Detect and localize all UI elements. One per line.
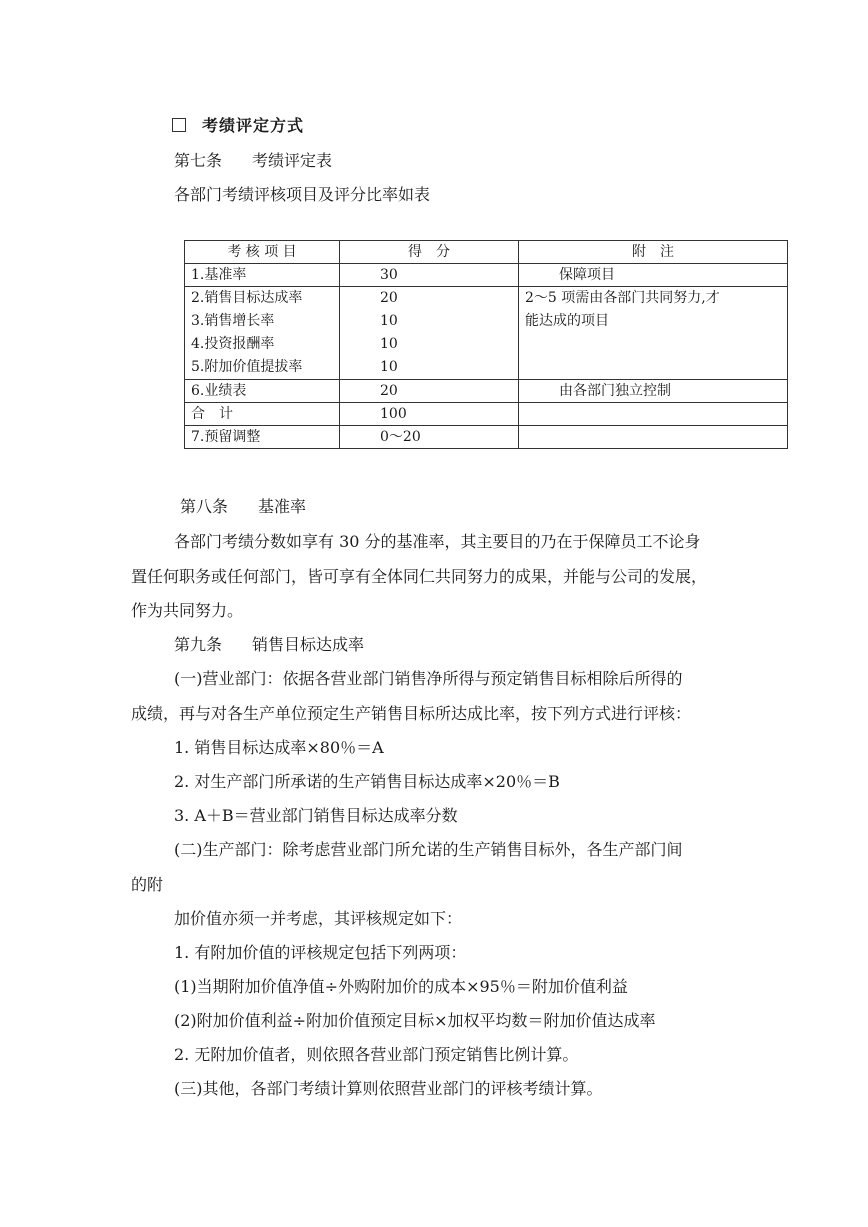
header-item: 考 核 项 目 — [185, 241, 340, 264]
article7-intro: 各部门考绩评核项目及评分比率如表 — [174, 185, 431, 204]
list-item: (2)附加价值利益÷附加价值预定目标×加权平均数＝附加价值达成率 — [174, 1011, 656, 1030]
article7-heading — [174, 148, 332, 171]
list-item: 3. A＋B＝营业部门销售目标达成率分数 — [174, 806, 458, 825]
checkbox-square-icon — [172, 118, 186, 132]
article9-paragraph: 的附 — [131, 875, 164, 894]
table-row: 6.业绩表 20 由各部门独立控制 — [185, 380, 788, 403]
table-row: 1.基准率 30 保障项目 — [185, 264, 788, 287]
article7-title: 考绩评定表 — [252, 151, 333, 170]
table-row-group: 2.销售目标达成率 3.销售增长率 4.投资报酬率 5.附加价值提拔率 20 10 10 10 2～5 项需由各部门共同努力,才 能达成的项目 — [185, 287, 788, 380]
list-item: 1. 有附加价值的评核规定包括下列两项： — [174, 943, 467, 962]
list-item: 2. 对生产部门所承诺的生产销售目标达成率×20％＝B — [174, 772, 560, 791]
table-row: 7.预留调整 0～20 — [185, 426, 788, 449]
table-total-row: 合 计 100 — [185, 403, 788, 426]
article9-paragraph: (一)营业部门：依据各营业部门销售净所得与预定销售目标相除后所得的 — [174, 669, 683, 688]
article9-paragraph: (三)其他，各部门考绩计算则依照营业部门的评核考绩计算。 — [174, 1079, 603, 1098]
list-item: 2. 无附加价值者，则依照各营业部门预定销售比例计算。 — [174, 1045, 579, 1064]
article7-label: 第七条 — [174, 151, 223, 170]
header-score: 得 分 — [340, 241, 519, 264]
article8-paragraph: 各部门考绩分数如享有 30 分的基准率，其主要目的乃在于保障员工不论身 — [174, 532, 701, 551]
header-note: 附 注 — [519, 241, 788, 264]
article8-paragraph: 置任何职务或任何部门，皆可享有全体同仁共同努力的成果，并能与公司的发展， — [131, 567, 708, 586]
score-table — [184, 240, 788, 449]
section-heading: 考绩评定方式 — [172, 113, 304, 136]
article9-paragraph: 成绩，再与对各生产单位预定生产销售目标所达成比率，按下列方式进行评核： — [131, 704, 692, 723]
article9-paragraph: 加价值亦须一并考虑，其评核规定如下： — [174, 909, 463, 928]
article9-paragraph: (二)生产部门：除考虑营业部门所允诺的生产销售目标外，各生产部门间 — [174, 840, 683, 859]
list-item: 1. 销售目标达成率×80％＝A — [174, 738, 384, 757]
article8-paragraph: 作为共同努力。 — [131, 601, 244, 620]
list-item: (1)当期附加价值净值÷外购附加价的成本×95％＝附加价值利益 — [174, 977, 628, 996]
table-header-row — [185, 241, 788, 264]
article9-heading: 第九条 销售目标达成率 — [174, 635, 365, 654]
article8-heading: 第八条 基准率 — [180, 497, 307, 516]
